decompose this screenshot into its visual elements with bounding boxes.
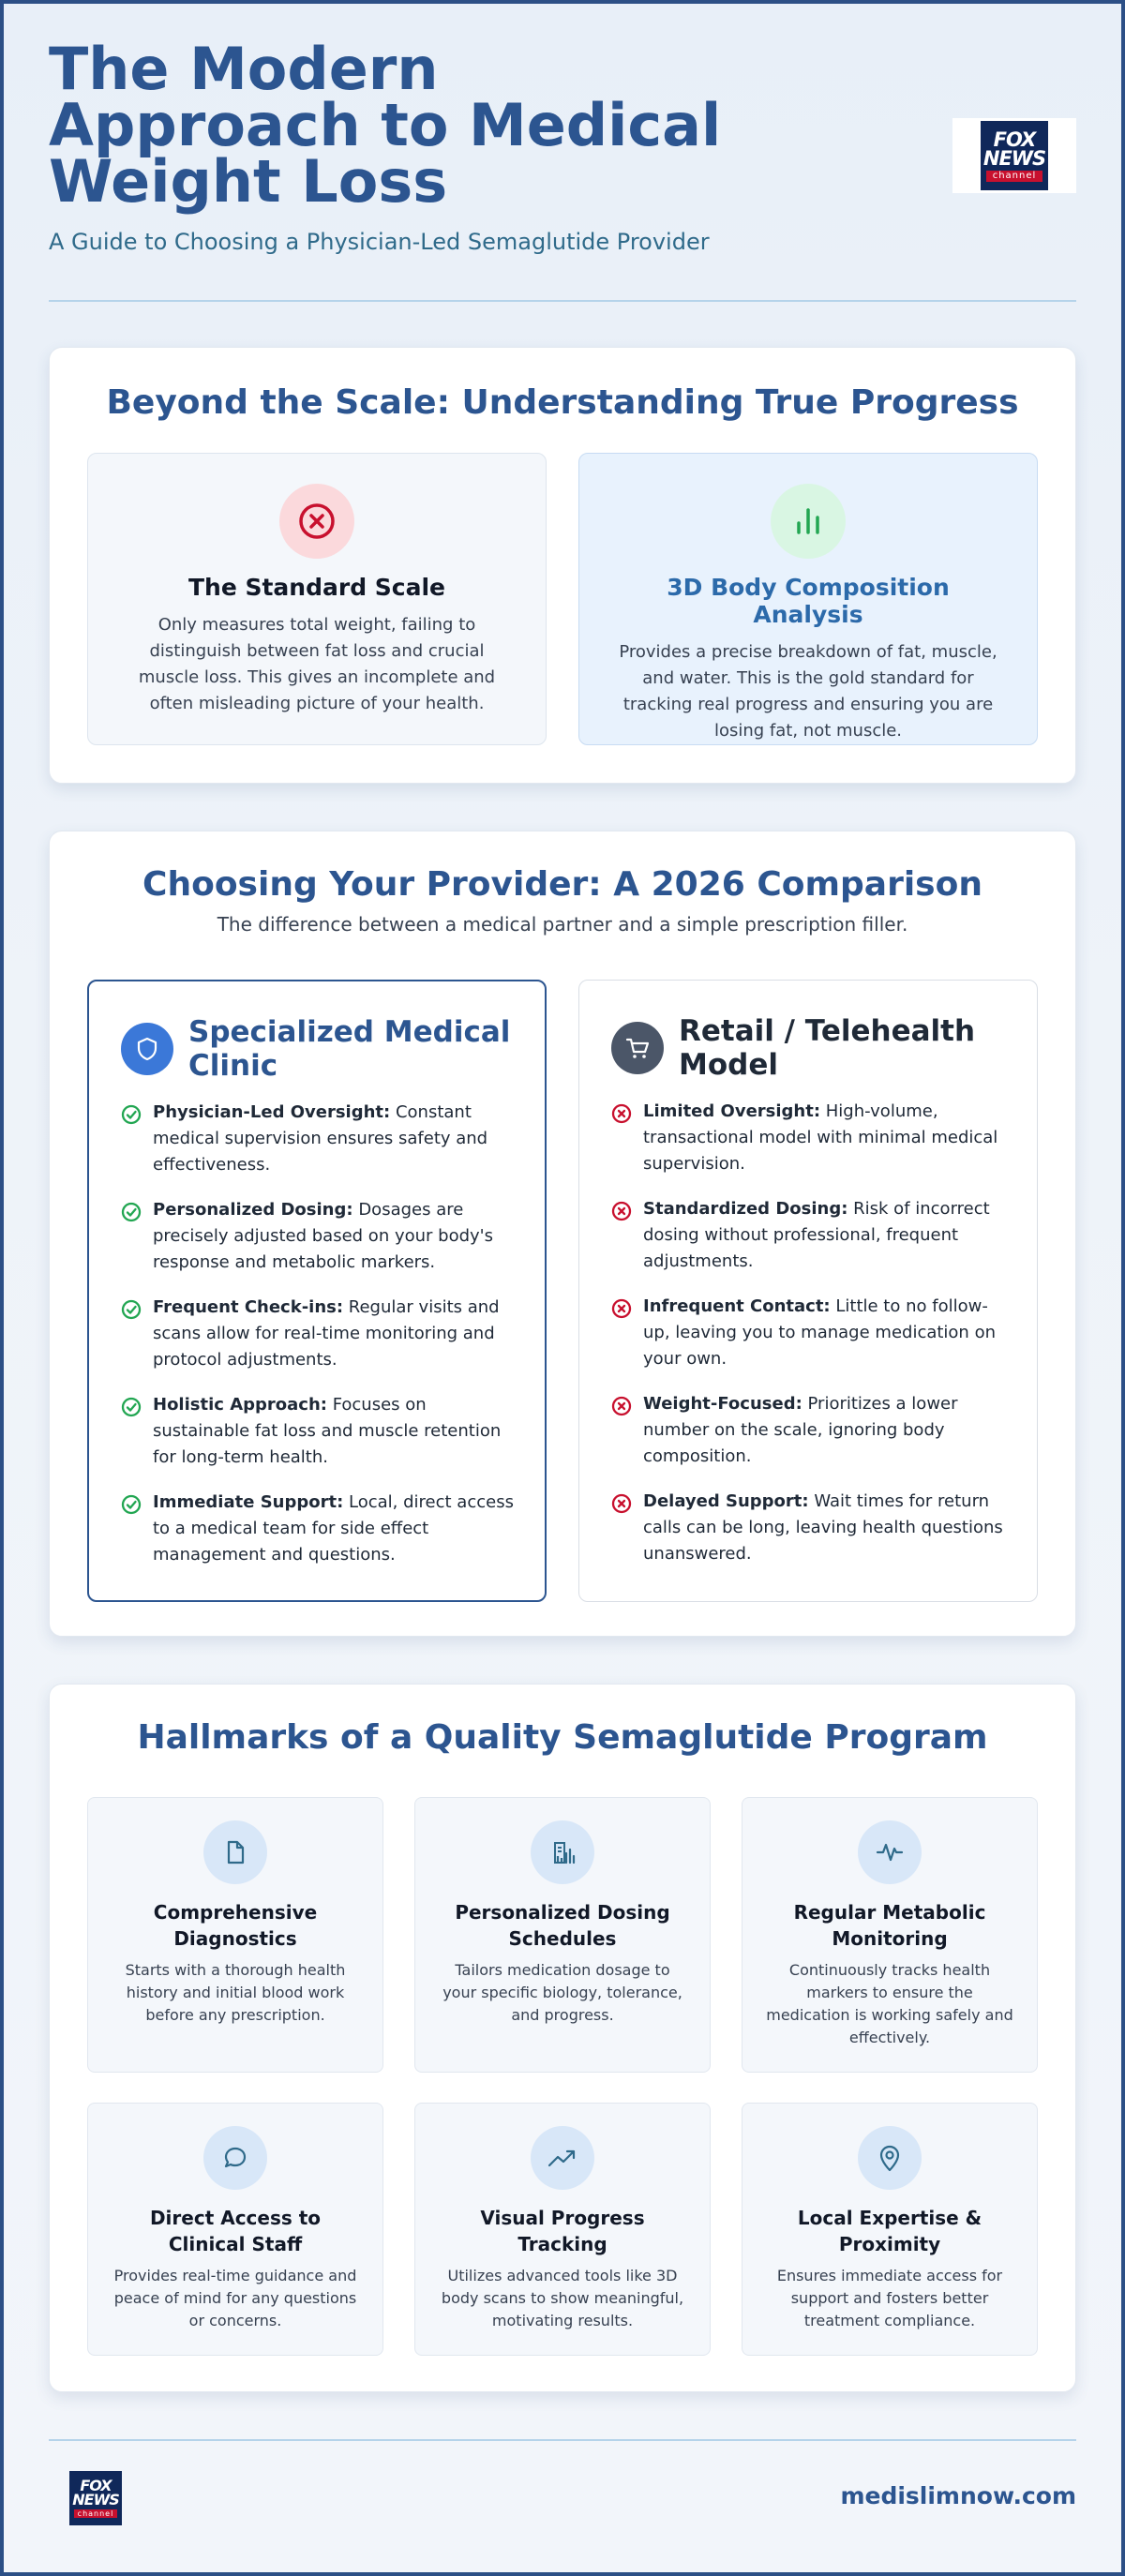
- list-item: [121, 1100, 517, 1178]
- item-text: Constant medical supervision ensures safety and effectiveness.: [153, 1102, 488, 1175]
- hallmark-text: Starts with a thorough health history and initial blood work before any prescription.: [125, 1961, 346, 2024]
- logo-word-news: NEWS: [982, 146, 1046, 170]
- fox-news-logo: [952, 118, 1076, 193]
- hallmark-text: Utilizes advanced tools like 3D body scans to show meaningful, motivating results.: [441, 2267, 684, 2329]
- item-label: Standardized Dosing:: [643, 1199, 848, 1219]
- list-item: [611, 1391, 1009, 1470]
- retail-column: [578, 980, 1038, 1602]
- list-item: [611, 1196, 1009, 1275]
- item-text: Dosages are precisely adjusted based on your body's response and metabolic markers.: [153, 1200, 493, 1272]
- hallmarks-title: Hallmarks of a Quality Semaglutide Program: [137, 1718, 988, 1757]
- progress-title: Beyond the Scale: Understanding True Progress: [106, 383, 1019, 422]
- check-circle-icon: [121, 1100, 153, 1178]
- list-item: [121, 1392, 517, 1471]
- shield-icon: [121, 1023, 173, 1075]
- item-label: Infrequent Contact:: [643, 1296, 831, 1316]
- body-composition-text: Provides a precise breakdown of fat, muscle, and water. This is the gold standard for tracking real progress and ensuring you are losing fat, not muscle.: [619, 642, 998, 741]
- clinic-title: Specialized Medical Clinic: [188, 1015, 511, 1083]
- check-circle-icon: [121, 1295, 153, 1373]
- x-circle-icon: [611, 1099, 643, 1177]
- list-item: [121, 1490, 517, 1568]
- page-subtitle: A Guide to Choosing a Physician-Led Semaglutide Provider: [49, 229, 710, 255]
- logo-word-channel: channel: [986, 171, 1042, 182]
- hallmark-tile: [742, 2103, 1038, 2356]
- bar-chart-icon: [771, 484, 846, 559]
- list-item: [611, 1294, 1009, 1372]
- logo-word-news: NEWS: [72, 2491, 119, 2509]
- item-text: Focuses on sustainable fat loss and muscle retention for long-term health.: [153, 1395, 502, 1467]
- pulse-icon: [858, 1820, 922, 1884]
- map-pin-icon: [858, 2126, 922, 2190]
- list-item: [611, 1489, 1009, 1567]
- body-composition-panel: [578, 453, 1038, 745]
- fox-news-logo-mark: [69, 2471, 122, 2525]
- list-item: [121, 1197, 517, 1276]
- comparison-subtitle: The difference between a medical partner and a simple prescription filler.: [217, 913, 908, 936]
- item-text: Little to no follow-up, leaving you to manage medication on your own.: [643, 1296, 996, 1369]
- fox-news-logo-mark: [981, 121, 1048, 190]
- item-text: Local, direct access to a medical team for side effect management and questions.: [153, 1492, 514, 1565]
- hallmark-tile: [414, 2103, 711, 2356]
- clinic-column: [87, 980, 547, 1602]
- trending-up-icon: [531, 2126, 594, 2190]
- x-circle-icon: [611, 1391, 643, 1470]
- item-text: Regular visits and scans allow for real-time monitoring and protocol adjustments.: [153, 1297, 500, 1370]
- hallmark-tile: [414, 1797, 711, 2073]
- x-circle-icon: [279, 484, 354, 559]
- hallmark-text: Provides real-time guidance and peace of mind for any questions or concerns.: [113, 2267, 357, 2329]
- hallmark-title: Comprehensive Diagnostics: [153, 1901, 318, 1950]
- hallmark-title: Direct Access to Clinical Staff: [149, 2207, 322, 2255]
- footer-divider: [49, 2439, 1076, 2441]
- item-label: Immediate Support:: [153, 1492, 344, 1512]
- page-title: The Modern Approach to Medical Weight Loss: [49, 35, 722, 216]
- item-label: Holistic Approach:: [153, 1395, 327, 1415]
- hallmarks-section: [49, 1684, 1076, 2392]
- item-text: Risk of incorrect dosing without professional, frequent adjustments.: [643, 1199, 990, 1271]
- check-circle-icon: [121, 1197, 153, 1276]
- logo-word-channel: channel: [74, 2509, 117, 2518]
- retail-header: [611, 1014, 1009, 1082]
- footer-logo: [69, 2471, 122, 2525]
- hallmark-tile: [87, 1797, 383, 2073]
- x-circle-icon: [611, 1489, 643, 1567]
- item-label: Weight-Focused:: [643, 1394, 802, 1414]
- hallmark-title: Local Expertise & Proximity: [797, 2207, 982, 2255]
- check-circle-icon: [121, 1490, 153, 1568]
- x-circle-icon: [611, 1294, 643, 1372]
- hallmark-title: Regular Metabolic Monitoring: [793, 1901, 986, 1950]
- progress-section: [49, 347, 1076, 784]
- standard-scale-text: Only measures total weight, failing to distinguish between fat loss and crucial muscle loss. This gives an incomplete and often misleading picture of your health.: [138, 615, 496, 713]
- hallmark-text: Ensures immediate access for support and fosters better treatment compliance.: [776, 2267, 1003, 2329]
- hallmark-title: Personalized Dosing Schedules: [455, 1901, 670, 1950]
- hallmark-tile: [742, 1797, 1038, 2073]
- hallmark-text: Continuously tracks health markers to ensure the medication is working safely and effectively.: [766, 1961, 1013, 2046]
- cart-icon: [611, 1022, 664, 1074]
- item-text: Wait times for return calls can be long, leaving health questions unanswered.: [643, 1491, 1003, 1564]
- x-circle-icon: [611, 1196, 643, 1275]
- standard-scale-title: The Standard Scale: [188, 574, 446, 601]
- hallmark-tile: [87, 2103, 383, 2356]
- item-label: Physician-Led Oversight:: [153, 1102, 391, 1122]
- dosing-chart-icon: [531, 1820, 594, 1884]
- item-label: Limited Oversight:: [643, 1101, 821, 1121]
- item-label: Personalized Dosing:: [153, 1200, 353, 1220]
- hallmark-title: Visual Progress Tracking: [480, 2207, 645, 2255]
- item-label: Frequent Check-ins:: [153, 1297, 344, 1317]
- item-text: High-volume, transactional model with minimal medical supervision.: [643, 1101, 998, 1174]
- footer-website-link[interactable]: medislimnow.com: [840, 2482, 1076, 2509]
- standard-scale-panel: [87, 453, 547, 745]
- chat-bubble-icon: [203, 2126, 267, 2190]
- logo-word-fox: FOX: [80, 2477, 112, 2494]
- clinic-header: [121, 1015, 517, 1083]
- check-circle-icon: [121, 1392, 153, 1471]
- document-icon: [203, 1820, 267, 1884]
- list-item: [121, 1295, 517, 1373]
- item-label: Delayed Support:: [643, 1491, 809, 1511]
- item-text: Prioritizes a lower number on the scale, ignoring body composition.: [643, 1394, 958, 1466]
- retail-title: Retail / Telehealth Model: [679, 1014, 976, 1082]
- hero-header: [49, 35, 1076, 266]
- comparison-section: [49, 831, 1076, 1637]
- logo-word-fox: FOX: [993, 127, 1036, 151]
- body-composition-title: 3D Body Composition Analysis: [667, 574, 950, 628]
- comparison-title: Choosing Your Provider: A 2026 Comparison: [142, 865, 982, 904]
- header-divider: [49, 300, 1076, 302]
- list-item: [611, 1099, 1009, 1177]
- hallmark-text: Tailors medication dosage to your specific biology, tolerance, and progress.: [442, 1961, 682, 2024]
